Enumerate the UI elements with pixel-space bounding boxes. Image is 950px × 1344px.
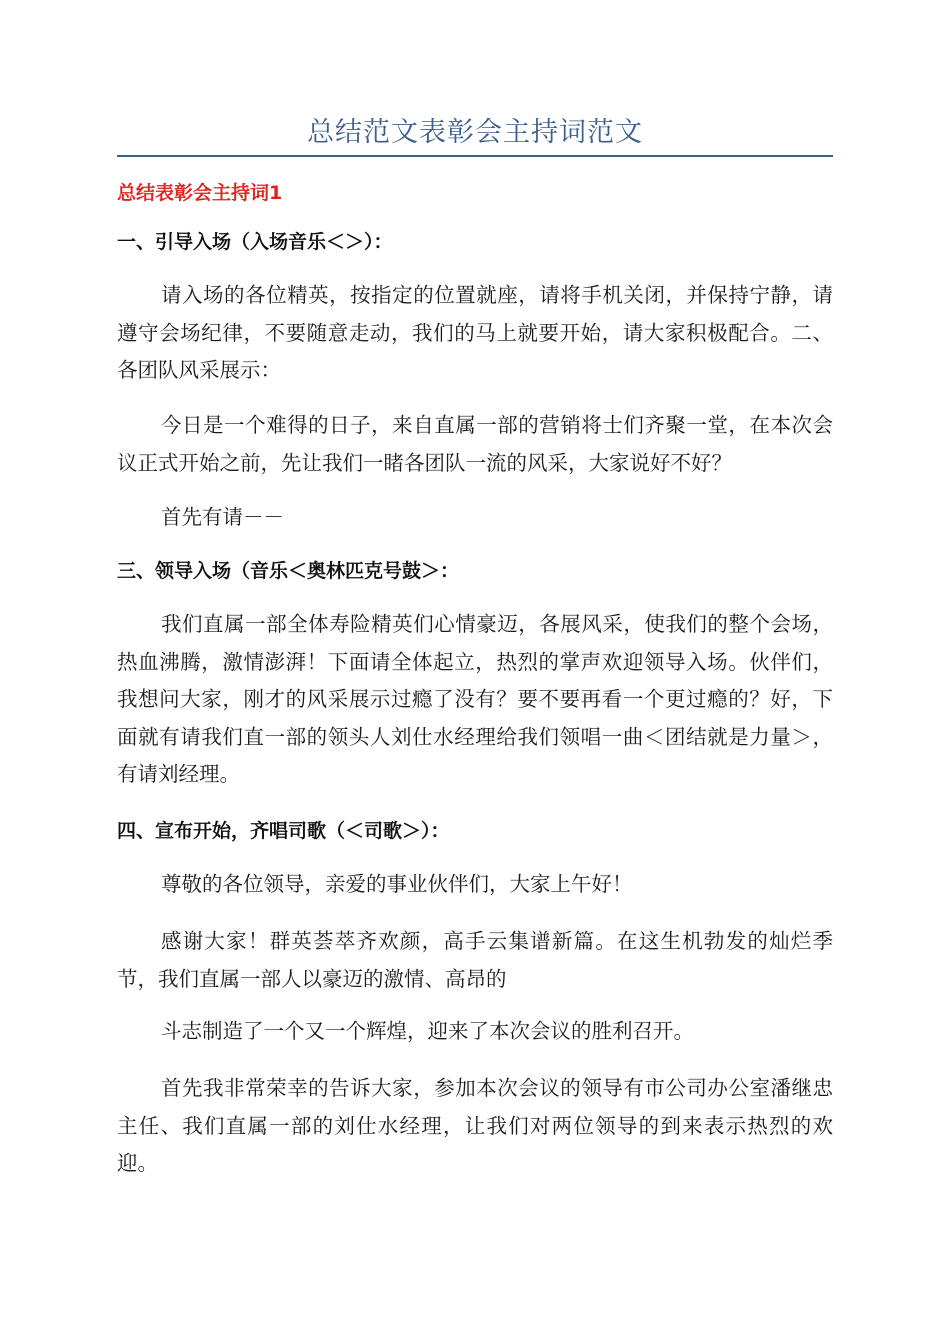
- paragraph-3: 首先有请－－: [161, 505, 284, 529]
- paragraph-6: 感谢大家！群英荟萃齐欢颜，高手云集谱新篇。在这生机勃发的灿烂季节，我们直属一部人以豪迈的激情、高昂的: [117, 929, 833, 991]
- paragraph-4: 我们直属一部全体寿险精英们心情豪迈，各展风采，使我们的整个会场，热血沸腾，激情澎湃！下面请全体起立，热烈的掌声欢迎领导入场。伙伴们，我想问大家，刚才的风采展示过瘾了没有？要不要再看一个更过瘾的？好，下面就有请我们直一部的领头人刘仕水经理给我们领唱一曲＜团结就是力量＞，有请刘经理。: [117, 612, 833, 786]
- section-subtitle: 总结表彰会主持词1: [117, 182, 283, 204]
- paragraph-7: 斗志制造了一个又一个辉煌，迎来了本次会议的胜利召开。: [161, 1019, 694, 1043]
- title-underline: [117, 155, 833, 157]
- paragraph-1: 请入场的各位精英，按指定的位置就座，请将手机关闭，并保持宁静，请遵守会场纪律，不要随意走动，我们的马上就要开始，请大家积极配合。二、各团队风采展示：: [117, 283, 833, 382]
- paragraph-2: 今日是一个难得的日子，来自直属一部的营销将士们齐聚一堂，在本次会议正式开始之前，先让我们一睹各团队一流的风采，大家说好不好？: [117, 413, 833, 475]
- document-title: 总结范文表彰会主持词范文: [307, 117, 643, 148]
- section-heading-3: 三、领导入场（音乐＜奥林匹克号鼓＞：: [117, 560, 460, 582]
- section-heading-4: 四、宣布开始，齐唱司歌（＜司歌＞）：: [117, 820, 450, 842]
- paragraph-5: 尊敬的各位领导，亲爱的事业伙伴们，大家上午好！: [161, 872, 633, 896]
- section-heading-1: 一、引导入场（入场音乐＜＞）：: [117, 231, 393, 253]
- paragraph-8: 首先我非常荣幸的告诉大家，参加本次会议的领导有市公司办公室潘继忠主任、我们直属一部的刘仕水经理，让我们对两位领导的到来表示热烈的欢迎。: [117, 1076, 833, 1175]
